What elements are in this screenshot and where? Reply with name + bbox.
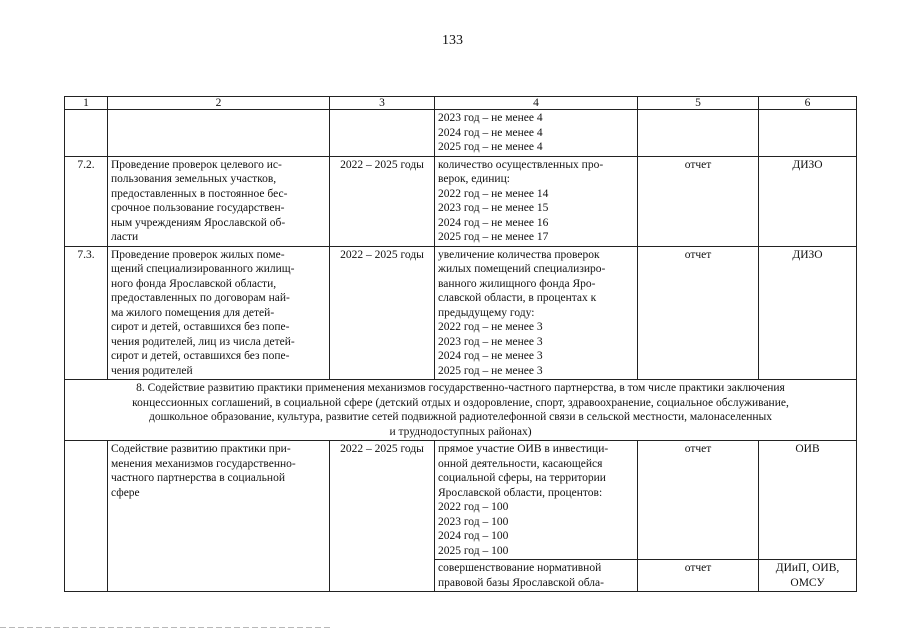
indicator-line: 2024 год – не менее 16 [438,216,549,229]
indicator-line: 2025 год – не менее 4 [438,141,543,153]
measure-cell [108,441,330,592]
indicator-line: совершенствование нормативной [438,562,602,574]
measure-cell [108,156,330,246]
section-heading-line: 8. Содействие развитию практики применения механизмов государственно-частного партнерства, в том числе практики заключения [136,382,785,394]
num-cell [65,441,108,592]
form-cell: отчет [638,246,759,380]
section-heading-line: и труднодоступных районах) [389,425,532,438]
form-cell [638,110,759,157]
num-cell [65,110,108,157]
header-cell: 4 [435,97,638,110]
form-cell: отчет [638,156,759,246]
indicator-line: жилых помещений специализиро- [438,263,606,275]
table-row-7-2 [65,156,857,246]
form-cell: отчет [638,441,759,560]
header-cell: 2 [108,97,330,110]
indicator-line: социальной сферы, на территории [438,472,606,484]
measure-line: сирот и детей, оставшихся без попе- [111,321,290,333]
indicator-line: количество осуществленных про- [438,158,604,171]
indicator-line: 2023 год – не менее 4 [438,112,543,124]
table-row-8-a [65,441,857,560]
indicator-line: Ярославской области, процентов: [438,486,603,499]
indicator-line: 2022 год – не менее 14 [438,187,549,200]
period-cell: 2022 – 2025 годы [330,441,435,592]
indicator-line: прямое участие ОИВ в инвестици- [438,443,609,455]
period-cell [330,110,435,157]
executor-cell: ДИЗО [759,246,857,380]
measures-table [64,96,857,592]
period-cell: 2022 – 2025 годы [330,246,435,380]
header-cell: 5 [638,97,759,110]
measure-line: ным учреждениям Ярославской об- [111,216,286,229]
executor-line: ОМСУ [790,576,825,589]
indicator-line: увеличение количества проверок [438,248,600,261]
header-cell: 6 [759,97,857,110]
measure-line: предоставленных в постоянное бес- [111,187,288,200]
page-number: 133 [442,33,463,48]
section-heading [65,380,857,441]
measure-line: сирот и детей, оставшихся без попе- [111,350,290,362]
measure-line: Проведение проверок целевого ис- [111,158,282,171]
measure-line: ласти [111,231,139,243]
measure-line: чения родителей, лиц из числа детей- [111,335,295,348]
table-row-7-3 [65,246,857,380]
indicator-line: 2024 год – 100 [438,530,509,542]
indicator-line: 2023 год – не менее 3 [438,335,543,348]
indicator-cell [435,560,638,592]
indicator-line: 2024 год – не менее 3 [438,350,543,362]
measure-line: пользования земельных участков, [111,173,277,185]
indicator-line: славской области, в процентах к [438,292,597,304]
measure-line: Содействие развитию практики при- [111,443,291,455]
indicator-line: верок, единиц: [438,173,510,185]
measure-line: срочное пользование государствен- [111,202,285,214]
indicator-cell [435,246,638,380]
indicator-line: правовой базы Ярославской обла- [438,576,604,589]
indicator-line: онной деятельности, касающейся [438,457,603,470]
measure-line: сфере [111,486,140,499]
indicator-line: предыдущему году: [438,306,535,319]
measure-line: Проведение проверок жилых поме- [111,248,285,261]
measure-line: ного фонда Ярославской области, [111,277,277,290]
indicator-line: 2022 год – не менее 3 [438,321,543,333]
form-cell: отчет [638,560,759,592]
executor-line: ДИиП, ОИВ, [775,562,840,574]
indicator-line: 2022 год – 100 [438,501,509,513]
period-cell: 2022 – 2025 годы [330,156,435,246]
indicator-line: 2025 год – 100 [438,544,509,557]
indicator-cell [435,156,638,246]
indicator-line: 2025 год – не менее 3 [438,364,543,377]
executor-cell: ОИВ [759,441,857,560]
table-row-continued [65,110,857,157]
measure-line: щений специализированного жилищ- [111,263,295,275]
measure-line: менения механизмов государственно- [111,457,296,470]
indicator-line: 2023 год – не менее 15 [438,202,549,214]
num-cell: 7.3. [65,246,108,380]
indicator-cell [435,110,638,157]
measure-line: ма жилого помещения для детей- [111,306,275,319]
num-cell: 7.2. [65,156,108,246]
measure-line: чения родителей [111,364,193,377]
indicator-line: ванного жилищного фонда Яро- [438,277,596,290]
header-cell: 1 [65,97,108,110]
measure-line: предоставленных по договорам най- [111,292,290,304]
header-cell: 3 [330,97,435,110]
section-heading-row [65,380,857,441]
table-header-row [65,97,857,110]
indicator-cell [435,441,638,560]
executor-cell: ДИЗО [759,156,857,246]
indicator-line: 2023 год – 100 [438,515,509,528]
section-heading-line: концессионных соглашений, в социальной сфере (детский отдых и оздоровление, спорт, здравоохранение, социальное обслуживание, [132,396,789,409]
executor-cell [759,110,857,157]
indicator-line: 2025 год – не менее 17 [438,231,549,243]
section-heading-line: дошкольное образование, культура, развитие сетей подвижной радиотелефонной связи в сельской местности, малонаселенных [148,411,773,423]
indicator-line: 2024 год – не менее 4 [438,126,543,139]
scan-artifact-line [0,627,330,628]
measure-line: частного партнерства в социальной [111,472,285,484]
measure-cell [108,246,330,380]
measure-cell [108,110,330,157]
executor-cell [759,560,857,592]
